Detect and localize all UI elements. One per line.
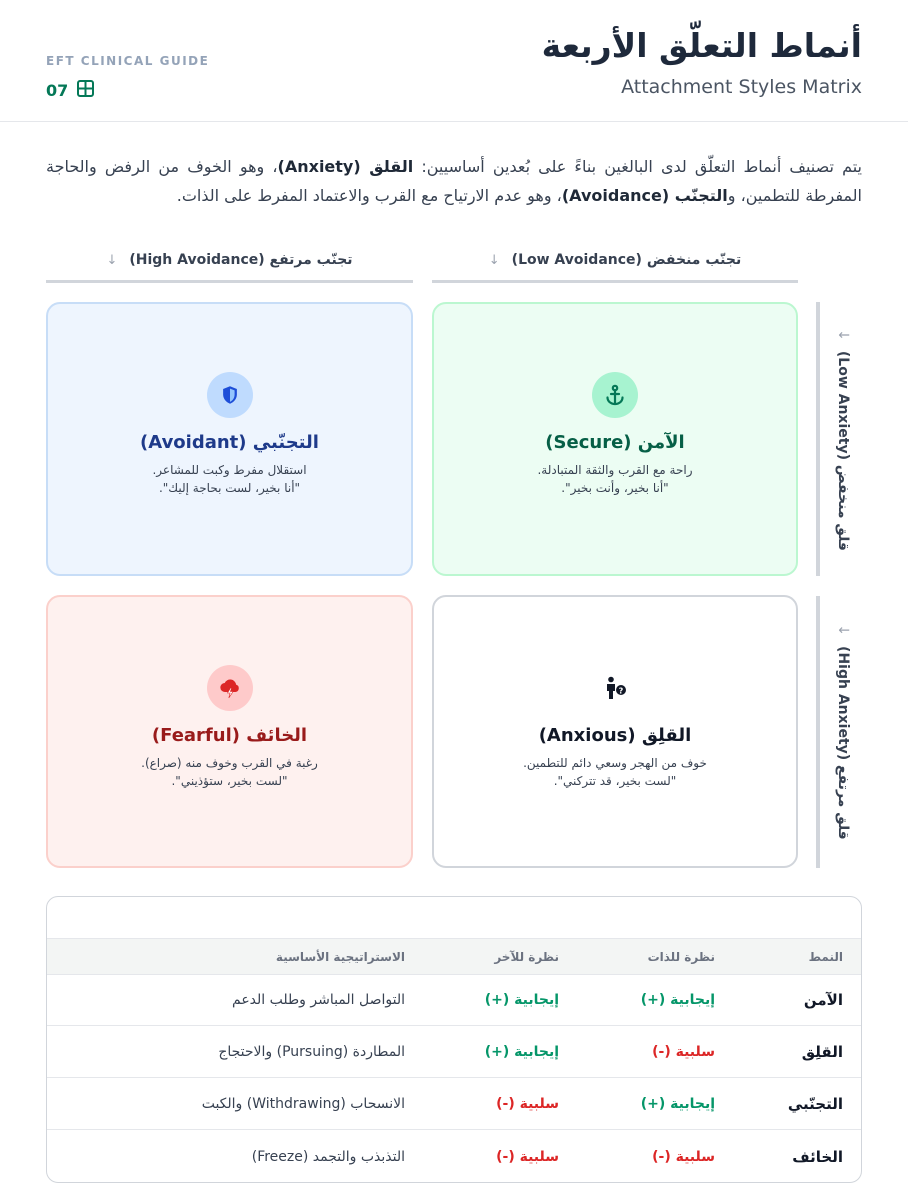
axis-low-anxiety-label: قلق منخفض (Low Anxiety): [835, 350, 851, 551]
quadrant-secure-quote: "أنا بخير، وأنت بخير".: [561, 481, 669, 495]
axis-low-anxiety-bar: [816, 302, 820, 576]
quadrant-avoidant-title: التجنّبي (Avoidant): [140, 432, 319, 453]
table-row: [47, 1079, 861, 1130]
quadrant-anxious-quote: "لست بخير، قد تتركني".: [553, 774, 677, 788]
table-header-cell: النمط: [808, 949, 843, 964]
svg-text:?: ?: [618, 686, 624, 696]
page-title: أنماط التعلّق الأربعة: [541, 26, 862, 65]
intro-text-2: ، وهو الخوف من الرفض والحاجة المفرطة للتطمين، و: [46, 157, 862, 205]
guide-label: EFT CLINICAL GUIDE: [46, 54, 210, 68]
intro-text-3: ، وهو عدم الارتياح مع القرب والاعتماد المفرط على الذات.: [176, 186, 562, 205]
quadrant-fearful-desc: رغبة في القرب وخوف منه (صراع).: [141, 756, 318, 770]
table-cell-self: إيجابية (+): [640, 1096, 715, 1112]
table-row: [47, 975, 861, 1026]
table-header-cell: نظرة للآخر: [494, 949, 559, 964]
person-question-icon: [592, 665, 638, 711]
quadrant-secure: [432, 302, 798, 576]
axis-low-avoidance-label: تجنّب منخفض (Low Avoidance): [511, 252, 742, 268]
axis-high-avoidance-label: تجنّب مرتفع (High Avoidance): [129, 252, 353, 268]
arrow-down-icon: ↓: [835, 624, 851, 637]
quadrant-secure-desc: راحة مع القرب والثقة المتبادلة.: [537, 463, 693, 477]
shield-icon: [207, 372, 253, 418]
comparison-table: [46, 896, 862, 1183]
table-cell-other: سلبية (-): [496, 1096, 559, 1112]
table-cell-self: سلبية (-): [652, 1044, 715, 1060]
axis-low-avoidance: [432, 240, 798, 283]
quadrant-avoidant-quote: "أنا بخير، لست بحاجة إليك".: [158, 481, 301, 495]
quadrant-avoidant: [46, 302, 413, 576]
quadrant-anxious: [432, 595, 798, 868]
intro-avoidance-term: التجنّب (Avoidance): [561, 186, 728, 205]
quadrant-fearful: [46, 595, 413, 868]
table-header-cell: الاستراتيجية الأساسية: [275, 949, 405, 964]
arrow-down-icon: ↓: [835, 329, 851, 341]
storm-cloud-icon: [207, 665, 253, 711]
quadrant-fearful-quote: "لست بخير، ستؤذيني".: [171, 774, 288, 788]
axis-high-anxiety-label: قلق مرتفع (High Anxiety): [835, 646, 851, 840]
table-cell-other: إيجابية (+): [484, 1044, 559, 1060]
table-cell-style: الخائف: [792, 1147, 843, 1166]
table-header-cell: نظرة للذات: [647, 949, 715, 964]
table-cell-strategy: التذبذب والتجمد (Freeze): [251, 1148, 405, 1165]
axis-high-anxiety-bar: [816, 596, 820, 868]
table-cell-self: سلبية (-): [652, 1148, 715, 1165]
anchor-icon: [592, 372, 638, 418]
page-number-block: [46, 80, 94, 101]
quadrant-secure-title: الآمن (Secure): [545, 432, 685, 453]
table-cell-style: القلِق: [801, 1043, 843, 1061]
page-subtitle: Attachment Styles Matrix: [621, 76, 862, 98]
axis-high-avoidance: [46, 240, 413, 283]
axis-high-anxiety: [835, 624, 851, 839]
arrow-down-icon: ↓: [488, 252, 500, 268]
quadrant-avoidant-desc: استقلال مفرط وكبت للمشاعر.: [152, 463, 307, 477]
page-number: 07: [46, 81, 69, 100]
quadrant-fearful-title: الخائف (Fearful): [151, 725, 308, 746]
table-cell-other: سلبية (-): [496, 1148, 559, 1165]
table-row: [47, 1027, 861, 1078]
table-cell-style: الآمن: [803, 991, 843, 1009]
intro-paragraph: [46, 152, 862, 210]
grid-icon: [77, 80, 94, 101]
table-cell-strategy: المطاردة (Pursuing) والاحتجاج: [218, 1044, 405, 1060]
table-row: [47, 1131, 861, 1182]
intro-text-1: يتم تصنيف أنماط التعلّق لدى البالغين بناءً على بُعدين أساسيين:: [413, 157, 863, 176]
arrow-down-icon: ↓: [106, 252, 118, 268]
axis-low-anxiety: [835, 329, 851, 551]
table-cell-strategy: الانسحاب (Withdrawing) والكبت: [201, 1096, 405, 1112]
intro-anxiety-term: القلق (Anxiety): [277, 157, 414, 176]
table-header-row: [47, 938, 861, 975]
table-cell-style: التجنّبي: [787, 1095, 843, 1113]
page-header: [0, 0, 908, 122]
table-cell-self: إيجابية (+): [640, 992, 715, 1008]
quadrant-anxious-desc: خوف من الهجر وسعي دائم للتطمين.: [523, 756, 707, 770]
quadrant-anxious-title: القلِق (Anxious): [538, 725, 692, 746]
table-cell-other: إيجابية (+): [484, 992, 559, 1008]
table-cell-strategy: التواصل المباشر وطلب الدعم: [232, 992, 405, 1008]
